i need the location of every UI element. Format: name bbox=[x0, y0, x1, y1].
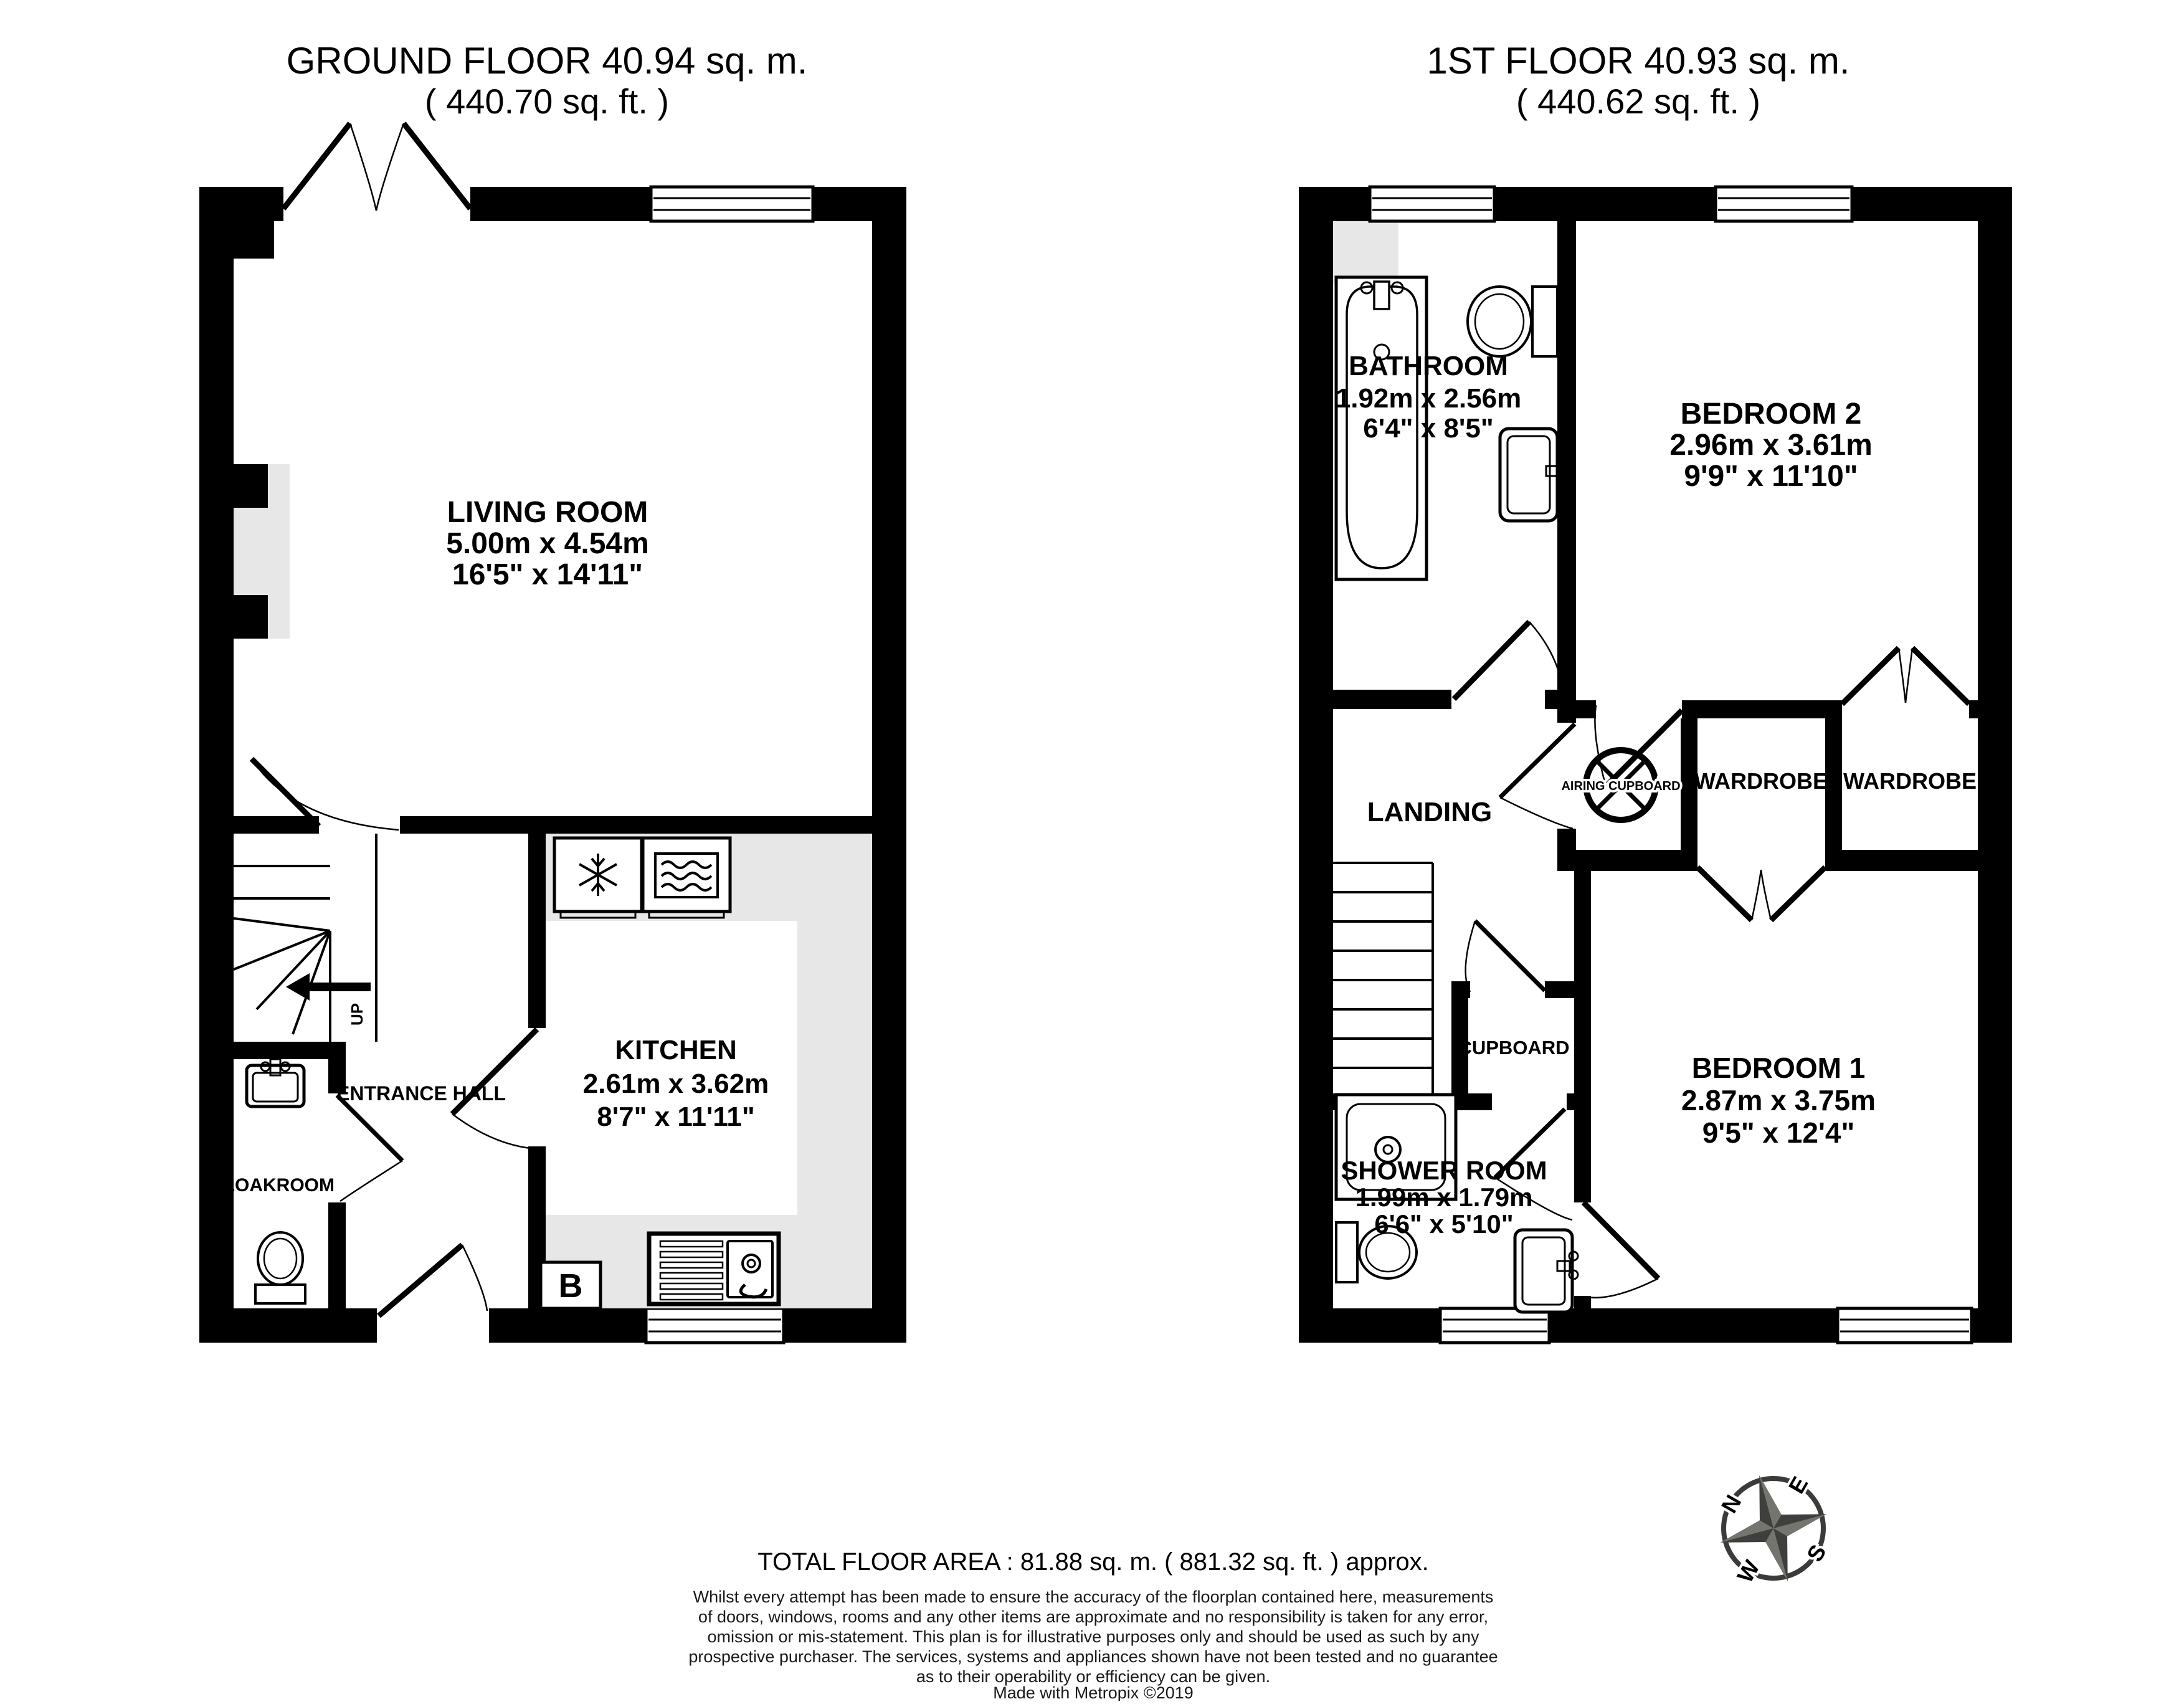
kitchen-window bbox=[646, 1308, 784, 1343]
airing-cupboard-door bbox=[1500, 724, 1575, 829]
front-door bbox=[379, 1245, 487, 1316]
ground-floor-subtitle: ( 440.70 sq. ft. ) bbox=[424, 82, 670, 121]
up-label: UP bbox=[348, 1002, 366, 1026]
svg-text:5.00m x 4.54m: 5.00m x 4.54m bbox=[446, 527, 649, 560]
cloakroom-door bbox=[337, 1095, 402, 1201]
living-room-window bbox=[651, 187, 813, 221]
wardrobe-right-doors bbox=[1842, 648, 1969, 704]
bathroom-toilet-icon bbox=[1468, 287, 1557, 356]
svg-text:2.87m x 3.75m: 2.87m x 3.75m bbox=[1681, 1084, 1876, 1116]
entrance-hall-label: ENTRANCE HALL bbox=[336, 1082, 506, 1105]
bathroom-label bbox=[1336, 351, 1521, 444]
wardrobe-left-label: WARDROBE bbox=[1694, 768, 1828, 794]
svg-text:1.99m x 1.79m: 1.99m x 1.79m bbox=[1355, 1183, 1533, 1212]
svg-text:BEDROOM 2: BEDROOM 2 bbox=[1680, 397, 1862, 431]
bathroom-grey-patch bbox=[1333, 221, 1398, 283]
total-floor-area: TOTAL FLOOR AREA : 81.88 sq. m. ( 881.32 sq. ft. ) approx. bbox=[757, 1548, 1429, 1576]
compass-s: S bbox=[1802, 1540, 1831, 1566]
compass-star bbox=[1706, 1461, 1841, 1596]
staircase-first bbox=[1333, 863, 1433, 1093]
compass-n: N bbox=[1716, 1490, 1747, 1518]
wardrobe-right-label: WARDROBE bbox=[1843, 768, 1977, 794]
svg-text:9'9" x 11'10": 9'9" x 11'10" bbox=[1684, 460, 1858, 493]
oven-icon bbox=[643, 838, 730, 918]
first-floor-plan bbox=[1299, 40, 2012, 1343]
svg-text:1.92m x 2.56m: 1.92m x 2.56m bbox=[1335, 383, 1522, 414]
bathroom-window bbox=[1370, 187, 1494, 221]
cloakroom-sink-icon bbox=[247, 1059, 304, 1107]
wardrobe-left-doors bbox=[1697, 867, 1825, 920]
footer bbox=[688, 1548, 1498, 1701]
shower-room-label bbox=[1341, 1156, 1547, 1239]
svg-text:9'5" x 12'4": 9'5" x 12'4" bbox=[1702, 1116, 1855, 1149]
kitchen-sink-icon bbox=[649, 1234, 779, 1304]
ground-floor-title: GROUND FLOOR 40.94 sq. m. bbox=[286, 40, 808, 82]
svg-text:SHOWER ROOM: SHOWER ROOM bbox=[1341, 1156, 1547, 1185]
disclaimer-line-4: prospective purchaser. The services, systems and appliances shown have not been tested and no guarantee bbox=[688, 1647, 1498, 1666]
bedroom1-window bbox=[1838, 1308, 1972, 1343]
cloakroom-label: CLOAKROOM bbox=[210, 1175, 335, 1196]
boiler-icon bbox=[541, 1262, 601, 1308]
bedroom1-label bbox=[1681, 1052, 1876, 1149]
compass-e: E bbox=[1783, 1472, 1813, 1498]
disclaimer-line-5: as to their operability or efficiency can be given. bbox=[916, 1667, 1271, 1686]
cupboard-door bbox=[1466, 921, 1545, 992]
bedroom2-window bbox=[1716, 187, 1852, 221]
shower-sink-icon bbox=[1515, 1230, 1578, 1312]
svg-text:LIVING ROOM: LIVING ROOM bbox=[447, 496, 648, 529]
fridge-icon bbox=[554, 838, 642, 918]
up-arrow-icon bbox=[286, 973, 371, 1001]
svg-text:BEDROOM 1: BEDROOM 1 bbox=[1691, 1052, 1866, 1084]
first-floor-title: 1ST FLOOR 40.93 sq. m. bbox=[1427, 40, 1850, 82]
disclaimer-line-3: omission or mis-statement. This plan is for illustrative purposes only and should be used as such by any bbox=[707, 1627, 1479, 1646]
landing-label: LANDING bbox=[1367, 797, 1493, 827]
svg-text:KITCHEN: KITCHEN bbox=[615, 1035, 737, 1065]
disclaimer-line-2: of doors, windows, rooms and any other items are approximate and no responsibility is taken for any error, bbox=[698, 1607, 1489, 1626]
svg-text:8'7" x 11'11": 8'7" x 11'11" bbox=[597, 1102, 755, 1132]
svg-text:16'5" x 14'11": 16'5" x 14'11" bbox=[452, 558, 643, 591]
compass-w: W bbox=[1732, 1556, 1765, 1587]
svg-text:6'4" x 8'5": 6'4" x 8'5" bbox=[1363, 413, 1494, 444]
svg-text:2.96m x 3.61m: 2.96m x 3.61m bbox=[1669, 429, 1873, 462]
kitchen-label bbox=[583, 1035, 769, 1132]
living-room-label bbox=[446, 496, 649, 591]
disclaimer-line-1: Whilst every attempt has been made to ensure the accuracy of the floorplan contained here, measurements bbox=[693, 1587, 1494, 1606]
bathroom-sink-icon bbox=[1500, 429, 1565, 521]
french-doors bbox=[283, 123, 470, 211]
svg-text:BATHROOM: BATHROOM bbox=[1349, 351, 1508, 381]
cloakroom-toilet-icon bbox=[255, 1232, 305, 1303]
ground-floor-plan bbox=[199, 40, 906, 1343]
compass-rose-icon bbox=[1668, 1422, 1879, 1634]
airing-cupboard-label: AIRING CUPBOARD bbox=[1561, 779, 1681, 793]
svg-text:6'6" x 5'10": 6'6" x 5'10" bbox=[1374, 1209, 1514, 1239]
bedroom1-door bbox=[1583, 1202, 1658, 1298]
boiler-label: B bbox=[558, 1267, 583, 1305]
metropix-credit: Made with Metropix ©2019 bbox=[993, 1683, 1194, 1701]
cupboard-label: CUPBOARD bbox=[1458, 1037, 1570, 1059]
bedroom2-label bbox=[1669, 397, 1873, 493]
svg-text:2.61m x 3.62m: 2.61m x 3.62m bbox=[582, 1069, 769, 1099]
staircase-ground bbox=[234, 834, 376, 1042]
first-floor-subtitle: ( 440.62 sq. ft. ) bbox=[1516, 82, 1761, 121]
